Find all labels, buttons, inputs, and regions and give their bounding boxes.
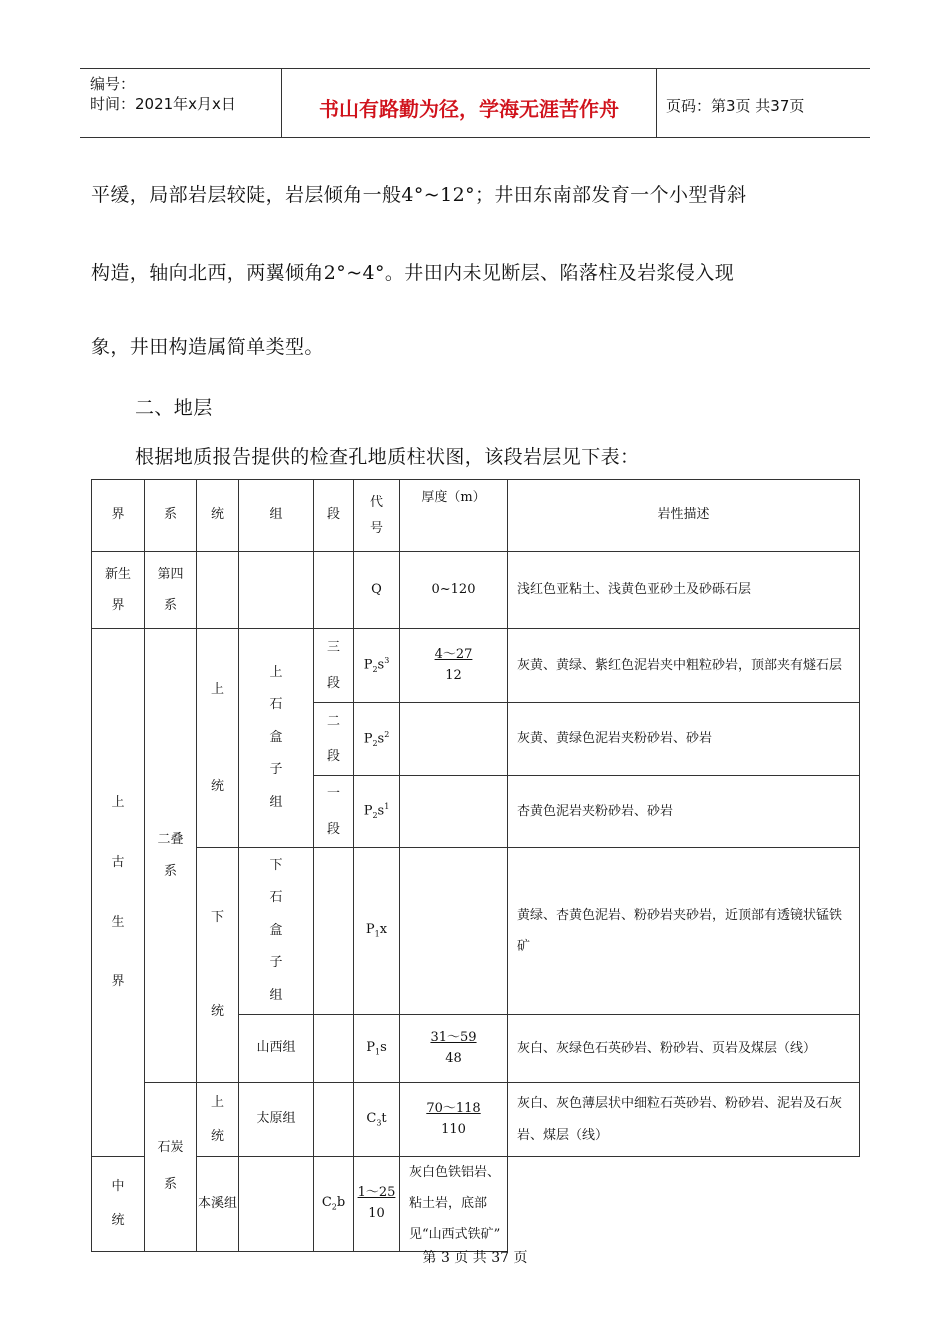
thickness-cell: $\frac{4\sim 27}{12}$ [400,629,508,703]
header-era: 界 [92,480,145,552]
segment-cell: 一段 [314,776,354,848]
empty-cell [314,848,354,1015]
header-thickness: 厚度（m） [400,480,508,552]
header-center-cell [282,69,657,137]
code-cell: $C_3t$ [354,1083,400,1157]
body-paragraph-line: 平缓，局部岩层较陡，岩层倾角一般4°~12°；井田东南部发育一个小型背斜 [91,184,747,206]
empty-cell [400,776,508,848]
system-cell: 第四系 [145,552,197,629]
body-paragraph-line: 象，井田构造属简单类型。 [91,336,324,358]
group-cell: 太原组 [239,1083,314,1157]
description-cell: 黄绿、杏黄色泥岩、粉砂岩夹砂岩，近顶部有透镜状锰铁矿 [508,848,860,1015]
code-cell: Q [354,552,400,629]
system-cell: 石炭系 [145,1083,197,1252]
group-cell: 上石盒子组 [239,629,314,848]
header-system: 系 [145,480,197,552]
empty-cell [197,552,239,629]
code-cell: $C_2b$ [314,1157,354,1252]
era-cell: 上古生界 [92,629,145,1157]
description-cell: 灰黄、黄绿、紫红色泥岩夹中粗粒砂岩，顶部夹有燧石层 [508,629,860,703]
thickness-cell: $\frac{1\sim 25}{10}$ [354,1157,400,1252]
group-cell: 山西组 [239,1015,314,1083]
description-cell: 灰黄、黄绿色泥岩夹粉砂岩、砂岩 [508,703,860,776]
empty-cell [314,1015,354,1083]
body-paragraph-line: 构造，轴向北西，两翼倾角2°~4°。井田内未见断层、陷落柱及岩浆侵入现 [91,262,735,284]
thickness-cell: $\frac{70\sim 118}{110}$ [400,1083,508,1157]
date-label: 时间：2021年x月x日 [90,95,236,113]
thickness-cell: $\frac{31\sim 59}{48}$ [400,1015,508,1083]
description-cell: 浅红色亚粘土、浅黄色亚砂土及砂砾石层 [508,552,860,629]
series-cell: 上统 [197,629,239,848]
table-header-row [92,480,860,552]
series-cell: 中统 [92,1157,145,1252]
series-cell: 下统 [197,848,239,1083]
table-row-p2s3 [92,629,860,703]
empty-cell [239,552,314,629]
strata-table [91,479,860,1252]
empty-cell [314,552,354,629]
header-series: 统 [197,480,239,552]
description-cell: 灰白、灰色薄层状中细粒石英砂岩、粉砂岩、泥岩及石灰岩、煤层（线） [508,1083,860,1157]
table-row-benxi [92,1157,860,1252]
document-number-label: 编号： [90,75,136,93]
page-header [80,68,870,138]
table-row-p1x [92,848,860,1015]
code-cell: $P_2s^2$ [354,703,400,776]
header-right-cell [657,69,870,137]
page-number-label: 页码：第3页 共37页 [666,97,805,115]
group-cell: 本溪组 [197,1157,239,1252]
era-cell: 新生界 [92,552,145,629]
page-footer: 第 3 页 共 37 页 [422,1250,528,1266]
description-cell: 灰白色铁铝岩、粘土岩，底部见“山西式铁矿” [400,1157,508,1252]
table-row-taiyuan [92,1083,860,1157]
empty-cell [239,1157,314,1252]
header-description: 岩性描述 [508,480,860,552]
header-segment: 段 [314,480,354,552]
header-group: 组 [239,480,314,552]
section-heading: 二、地层 [135,397,213,419]
empty-cell [314,1083,354,1157]
code-cell: $P_2s^3$ [354,629,400,703]
description-cell: 灰白、灰绿色石英砂岩、粉砂岩、页岩及煤层（线） [508,1015,860,1083]
header-code: 代号 [354,480,400,552]
thickness-cell: 0~120 [400,552,508,629]
table-intro-text: 根据地质报告提供的检查孔地质柱状图，该段岩层见下表： [135,446,640,468]
system-cell: 二叠系 [145,629,197,1083]
code-cell: $P_2s^1$ [354,776,400,848]
empty-cell [400,848,508,1015]
group-cell: 下石盒子组 [239,848,314,1015]
header-motto: 书山有路勤为径，学海无涯苦作舟 [319,97,619,121]
code-cell: $P_1s$ [354,1015,400,1083]
code-cell: $P_1x$ [354,848,400,1015]
description-cell: 杏黄色泥岩夹粉砂岩、砂岩 [508,776,860,848]
segment-cell: 二段 [314,703,354,776]
header-left-cell [80,69,282,137]
series-cell: 上统 [197,1083,239,1157]
segment-cell: 三段 [314,629,354,703]
table-row-quaternary [92,552,860,629]
empty-cell [400,703,508,776]
